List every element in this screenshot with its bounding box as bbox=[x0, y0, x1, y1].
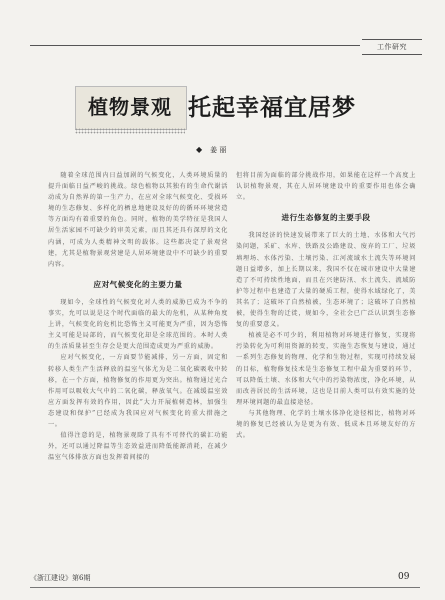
paragraph: 植被是必不可少的，利用植物对环境进行修复，实现将污染转化为可利用资源的转变，实施生态恢复与建设，通过一系列生态修复的物理、化学和生物过程，实现可持续发展的目标，植物修复技术是生态修复工程中最为重要的环节，可以降低土壤、水体和大气中的污染物浓度，净化环境，从而改善居民的生活环境，这也是目前人类可以有效实施的处理环境问题的最直接途径。 bbox=[236, 332, 416, 406]
title-part2: 托起幸福宜居梦 bbox=[188, 95, 356, 121]
footer-rule bbox=[30, 587, 420, 588]
paragraph: 现如今，全球性的气候变化对人类的威胁已成为不争的事实，允可以说是这个时代面临的最大的危机，从某种角度上讲，气候变化的危机比恐怖主义可能更为严重，因为恐怖主义可能是局部的，而气候变化却是全球范围的。本时人类的生活质量甚至生存会是更大范围造成更为严重的威胁。 bbox=[48, 298, 228, 351]
section-heading-restoration: 进行生态修复的主要手段 bbox=[281, 213, 371, 223]
header-rule bbox=[30, 45, 360, 46]
left-column bbox=[48, 170, 228, 463]
intro-paragraph: 随着全球范围内日益加剧的气候变化，人类环境质量的提升面临日益严峻的挑战。绿色植物以其独有的生命代谢活动成为自然界的第一生产力，在应对全球气候变化、受损环境的生态修复、多样化的栖息地建设及好的的循环环境营造等方面均有着重要的角色。同时，植物的美学特征是我国人居生活家园不可缺少的审美元素，而且其还具有深厚的文化内涵，可成为人类精神文明的载体。这些都决定了景观营建，尤其是植物景观营建是人居环境建设中不可缺少的重要内容。 bbox=[48, 172, 228, 268]
paragraph: 但将目前为面临的部分挑战作用，如果能在这样一个高度上认识植物景观，其在人居环境建设中的重要作用也体会确立。 bbox=[236, 172, 416, 202]
journal-name: 《浙江建设》第6期 bbox=[30, 574, 91, 582]
page-number: 09 bbox=[398, 572, 410, 582]
paragraph: 应对气候变化，一方面要节能减排，另一方面，固定和转移人类生产生活释放的温室气体尤为是二氧化碳吸收中转移，在一个方面，植物修复的作用更为突出。植物通过光合作用可以吸收大气中的二氧化碳，释放氧气。在减缓温室效应方面发挥有效的作用，因此“大力开展植树造林，加强生态建设和保护”已经成为我国应对气候变化的重大措施之一。 bbox=[48, 354, 228, 428]
paragraph: 我国经济的快速发展带来了巨大的土地、水体和大气污染问题，采矿、水库、铁路及公路建设、废弃的工厂、垃圾填埋场、水体污染、土壤污染、江河流域水土流失等环境问题日益增多，加上长期以来，我国不仅在城市建设中大量建造了不可持续性地面，而且在兴建防汛、水土流失、流域防护等过程中也建造了大量的硬质工程，使得水域绿化了，美其名了；这破坏了自然植被，生态环境了；这破坏了自然植被，使得生物的迁徙，规如今，全社会已广泛认识到生态修复的重要意义。 bbox=[236, 232, 416, 329]
section-heading-climate: 应对气候变化的主要力量 bbox=[93, 279, 183, 289]
diamond-icon: ◆ bbox=[196, 145, 203, 154]
right-column bbox=[236, 170, 416, 441]
paragraph: 值得注意的是，植物景观除了具有不可替代的碳汇功能外，还可以通过降温等生态效益进而降低能源消耗，在减少温室气体排放方面也发挥着间接的 bbox=[48, 432, 228, 462]
paragraph: 与其他物理、化学的土壤水体净化途径相比，植物对环境的修复已经被认为是更为有效、低成本且环境友好的方式。 bbox=[236, 409, 416, 440]
section-tag: 工作研究 bbox=[362, 39, 422, 55]
title-part1: 植物景观 bbox=[88, 95, 172, 119]
author-line bbox=[196, 145, 226, 155]
title-dot-pattern bbox=[75, 128, 185, 134]
author-name: 姜 丽 bbox=[210, 146, 227, 154]
